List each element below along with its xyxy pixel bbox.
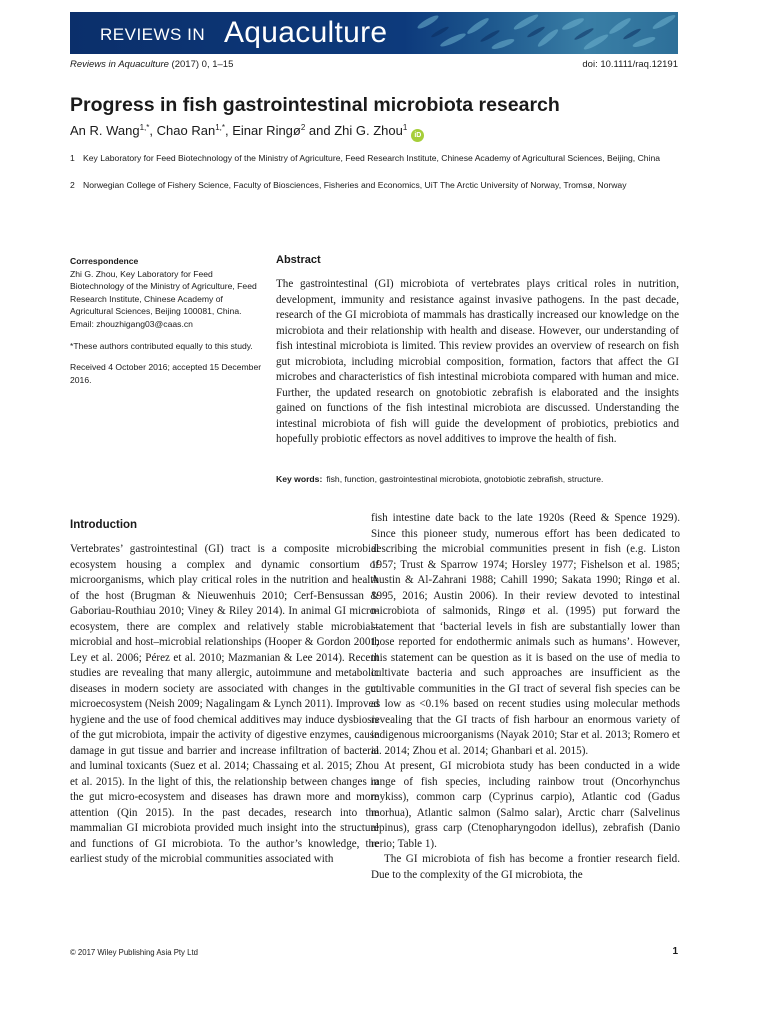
article-title: Progress in fish gastrointestinal microbiota research [70,94,560,116]
author-affil-marker: 1,* [139,123,150,132]
intro-paragraph: At present, GI microbiota study has been conducted in a wide range of fish species, including rainbow trout (Oncorhynchus mykiss), common carp (Cyprinus carpio), Atlantic cod (Gadus morhua), Atlantic salmon (Salmo salar), Arctic charr (Salvelinus alpinus), grass carp (Ctenopharyngodon idellus), zebrafish (Danio rerio; Table 1). [371,760,680,850]
author-name[interactable]: Zhi G. Zhou [334,123,403,138]
author-name[interactable]: An R. Wang [70,123,140,138]
banner-small-text: REVIEWS IN [100,25,206,44]
doi[interactable]: doi: 10.1111/raq.12191 [582,59,678,70]
citation-volume: (2017) 0, 1–15 [168,59,234,70]
banner-fish-pattern [408,12,678,54]
intro-paragraph: Vertebrates’ gastrointestinal (GI) tract is a composite microbial ecosystem housing a complex and dynamic consortium of microorganisms, which play critical roles in the nutrition and health of the host (Brugman & Nieuwenhuis 2010; Cerf-Bensussan & Gaboriau-Routhiau 2010; Viney & Riley 2014). In animal GI micro-ecosystem, there are complex and relatively stable microbial–microbial and host–microbial relationships (Hooper & Gordon 2001; Ley et al. 2006; Pérez et al. 2010; Mazmanian & Lee 2014). Recent studies are revealing that many allergic, autoimmune and metabolic diseases in modern society are associated with changes in the gut microecosystem (Neish 2009; Nagalingam & Lynch 2011). Improved hygiene and the use of food chemical additives may induce dysbiosis of the gut microbiota, impair the activity of digestive enzymes, cause damage in gut tissue and barrier and increase infiltration of bacteria and luminal toxicants (Suez et al. 2014; Chassaing et al. 2015; Zhou et al. 2015). In the light of this, the relationship between changes in the gut micro-ecosystem and diseases has drawn more and more attention (Qin 2015). In the past decades, research into the mammalian GI microbiota provided much insight into the structure and functions of GI microbiota. To the author’s knowledge, the earliest study of the microbial communities associated with [70,543,379,865]
author-affil-marker: 1,* [215,123,225,132]
author-name[interactable]: Chao Ran [156,123,216,138]
body-column-right [371,511,680,883]
abstract-text: The gastrointestinal (GI) microbiota of vertebrates plays critical roles in nutrition, development, immunity and resistance against invasive pathogens. In the past decade, research of the GI microbiota of mammals has drastically increased our knowledge on the microbiota and their relationship with health and disease. However, our understanding of fish intestinal microbiota is limited. This review provides an overview of research on fish gut microbiota, including microbial composition, formation, factors that affect the GI microbes and characteristics of fish intestinal microbiota compared with human and mice. Further, the updated research on gnotobiotic zebrafish is elaborated and the insights gained on functions of the fish intestinal microbiota are discussed. Understanding the intestinal microbiota of fish will guide the development of probiotics, prebiotics and hopefully probiotic effectors as novel additives to improve the health of fish. [276,278,679,445]
intro-paragraph: The GI microbiota of fish has become a frontier research field. Due to the complexity of the GI microbiota, the [371,853,680,881]
keywords-text: fish, function, gastrointestinal microbiota, gnotobiotic zebrafish, structure. [326,474,604,484]
received-dates: Received 4 October 2016; accepted 15 December 2016. [70,362,262,385]
correspondence-email[interactable]: Email: zhouzhigang03@caas.cn [70,318,193,329]
correspondence-heading: Correspondence [70,256,139,266]
author-affil-marker: 2 [300,123,306,132]
keywords-line [276,474,603,484]
citation-line [70,59,233,70]
affiliation-text: Norwegian College of Fishery Science, Faculty of Biosciences, Fisheries and Economics, UiT The Arctic University of Norway, Tromsø, Norway [83,180,627,190]
author-name[interactable]: Einar Ringø [232,123,301,138]
page-number: 1 [672,946,678,957]
affiliation-text: Key Laboratory for Feed Biotechnology of the Ministry of Agriculture, Feed Research Institute, Chinese Academy of Agricultural Sciences, Beijing, China [83,153,661,163]
introduction-heading: Introduction [70,519,138,531]
orcid-icon[interactable]: iD [411,129,424,142]
affiliation-number: 1 [70,153,75,163]
copyright-notice: © 2017 Wiley Publishing Asia Pty Ltd [70,948,198,957]
correspondence-block [70,255,262,386]
author-affil-marker: 1 [402,123,408,132]
equal-contribution-note: *These authors contributed equally to this study. [70,340,253,351]
affiliation-number: 2 [70,180,75,190]
abstract-heading: Abstract [276,254,321,266]
keywords-label: Key words: [276,474,323,484]
banner-journal-name: Aquaculture [224,16,388,49]
correspondence-address: Zhi G. Zhou, Key Laboratory for Feed Biotechnology of the Ministry of Agriculture, Feed Research Institute, Chinese Academy of Agricultural Sciences, Beijing 100081, China. [70,268,257,317]
citation-journal: Reviews in Aquaculture [70,59,169,70]
body-column-left [70,542,379,868]
intro-paragraph: fish intestine date back to the late 1920s (Reed & Spence 1929). Since this pioneer study, numerous effort has been dedicated to describing the microbial communities present in fish (e.g. Liston 1957; Trust & Sparrow 1974; Horsley 1977; Fishelson et al. 1985; Austin & Al-Zahrani 1988; Cahill 1990; Sakata 1990; Ringø et al. 1995, 2016; Austin 2006). In their review devoted to intestinal microbiota of salmonids, Ringø et al. (1995) put forward the statement that ‘bacterial levels in fish are substantially lower than those reported for endothermic animals such as humans’. However, this statement can be question as it is based on the use of media to cultivate bacteria and such approaches are insufficient as the cultivable communities in the GI tract of several fish species can be as low as <0.1% based on recent studies using molecular methods revealing that the GI tracts of fish harbour an enormous variety of indigenous microorganisms (Nayak 2010; Star et al. 2013; Romero et al. 2014; Zhou et al. 2014; Ghanbari et al. 2015). [371,512,680,757]
author-list: An R. Wang$^{1,*}$, Chao Ran$^{1,*}$, Einar Ringø$^2$ and Zhi G. Zhou$^1$iD [70,123,424,142]
journal-banner [70,12,678,54]
